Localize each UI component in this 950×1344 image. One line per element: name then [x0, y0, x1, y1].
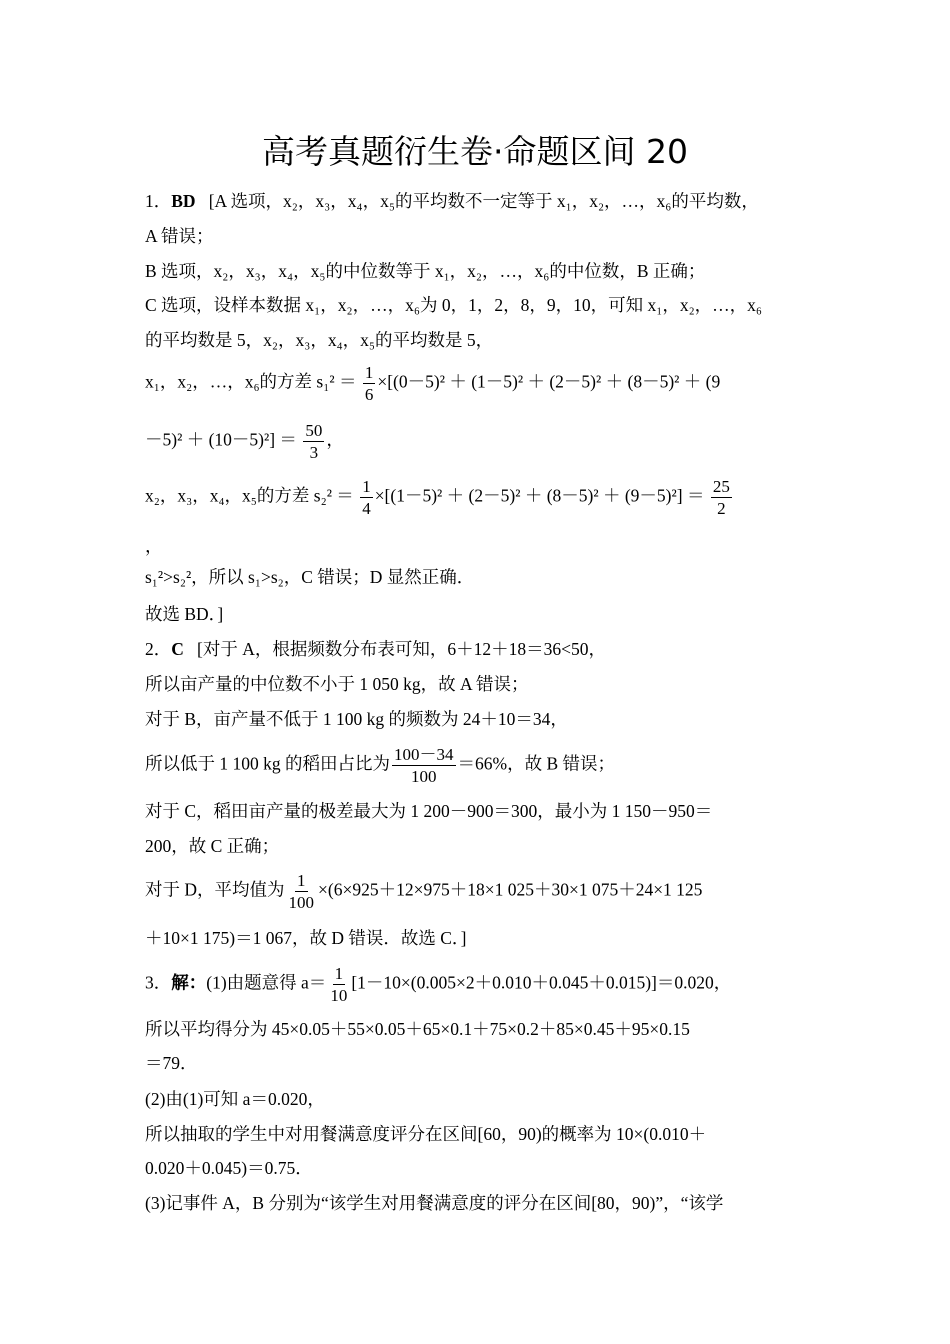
q1-number: 1．	[145, 191, 172, 211]
q1-line-10: s₁²>s₂²，所以 s₁>s₂，C 错误；D 显然正确．	[145, 567, 475, 587]
q3-line-3: ＝79．	[145, 1053, 198, 1073]
q3-line-1: 3．解：(1)由题意得 a＝ $\frac{1}{10}$ [1－10×(0.005×2＋0.010＋0.045＋0.015)]＝0.020，	[145, 964, 732, 1005]
q2-line-1: 2．C [对于 A，根据频数分布表可知，6＋12＋18＝36<50，	[145, 639, 606, 659]
q2-line-8: ＋10×1 175)＝1 067，故 D 错误．故选 C．]	[145, 928, 467, 948]
q3-line-6: 0.020＋0.045)＝0.75．	[145, 1158, 313, 1178]
q3-line-7: (3)记事件 A，B 分别为“该学生对用餐满意度的评分在区间[80，90)”，“该学	[145, 1193, 724, 1213]
fraction: $\frac{50}{3}$	[305, 421, 323, 462]
q3-answer: 解：	[171, 972, 207, 993]
fraction: $\frac{1}{6}$	[364, 363, 374, 404]
q1-line-1: 1．BD [A 选项，x₂，x₃，x₄，x₅的平均数不一定等于 x₁，x₂，…，x₆的平均数，	[145, 191, 759, 211]
q2-line-2: 所以亩产量的中位数不小于 1 050 kg，故 A 错误；	[145, 674, 529, 694]
q3-line-5: 所以抽取的学生中对用餐满意度评分在区间[60，90)的概率为 10×(0.010＋	[145, 1124, 707, 1144]
fraction: $\frac{100-34}{100}$	[394, 745, 454, 786]
q2-line-5: 对于 C，稻田亩产量的极差最大为 1 200－900＝300，最小为 1 150－950＝	[145, 801, 713, 821]
q3-number: 3．	[145, 972, 172, 993]
q1-line-7: －5)² ＋ (10－5)²] ＝ $\frac{50}{3}$ ，	[145, 421, 344, 462]
fraction: $\frac{1}{4}$	[362, 477, 371, 518]
q1-line-4: C 选项，设样本数据 x₁，x₂，…，x₆为 0，1，2，8，9，10，可知 x₁，x₂，…，x₆	[145, 295, 763, 315]
q1-line-9: ，	[145, 536, 163, 556]
q1-line-2: A 错误；	[145, 226, 214, 246]
q1-line-8: x₂，x₃，x₄，x₅的方差 s₂² ＝ $\frac{1}{4}$ ×[(1－5)² ＋ (2－5)² ＋ (8－5)² ＋ (9－5)²] ＝ $\frac{25}{2}$	[145, 477, 730, 518]
fraction: $\frac{1}{100}$	[288, 871, 315, 912]
q1-answer: BD	[171, 191, 196, 211]
q3-line-4: (2)由(1)可知 a＝0.020，	[145, 1089, 325, 1109]
q1-line-3: B 选项，x₂，x₃，x₄，x₅的中位数等于 x₁，x₂，…，x₆的中位数，B 正确；	[145, 261, 706, 281]
page-title: 高考真题衍生卷·命题区间 20	[262, 132, 688, 171]
q2-answer: C	[171, 639, 184, 659]
fraction: $\frac{1}{10}$	[330, 964, 348, 1005]
q1-line-5: 的平均数是 5，x₂，x₃，x₄，x₅的平均数是 5，	[145, 330, 494, 350]
q2-line-6: 200，故 C 正确；	[145, 836, 280, 856]
q2-line-3: 对于 B，亩产量不低于 1 100 kg 的频数为 24＋10＝34，	[145, 709, 568, 729]
q2-line-4: 所以低于 1 100 kg 的稻田占比为 $\frac{100-34}{100}$ ＝66%，故 B 错误；	[145, 745, 615, 786]
q2-number: 2．	[145, 639, 172, 659]
q1-line-11: 故选 BD．]	[145, 604, 224, 624]
q3-line-2: 所以平均得分为 45×0.05＋55×0.05＋65×0.1＋75×0.2＋85×0.45＋95×0.15	[145, 1019, 690, 1039]
q2-line-7: 对于 D，平均值为 $\frac{1}{100}$ ×(6×925＋12×975＋18×1 025＋30×1 075＋24×1 125	[145, 871, 703, 912]
fraction: $\frac{25}{2}$	[712, 477, 730, 518]
q1-line-6: x₁，x₂，…，x₆的方差 s₁² ＝ $\frac{1}{6}$ ×[(0－5)² ＋ (1－5)² ＋ (2－5)² ＋ (8－5)² ＋ (9	[145, 363, 721, 404]
